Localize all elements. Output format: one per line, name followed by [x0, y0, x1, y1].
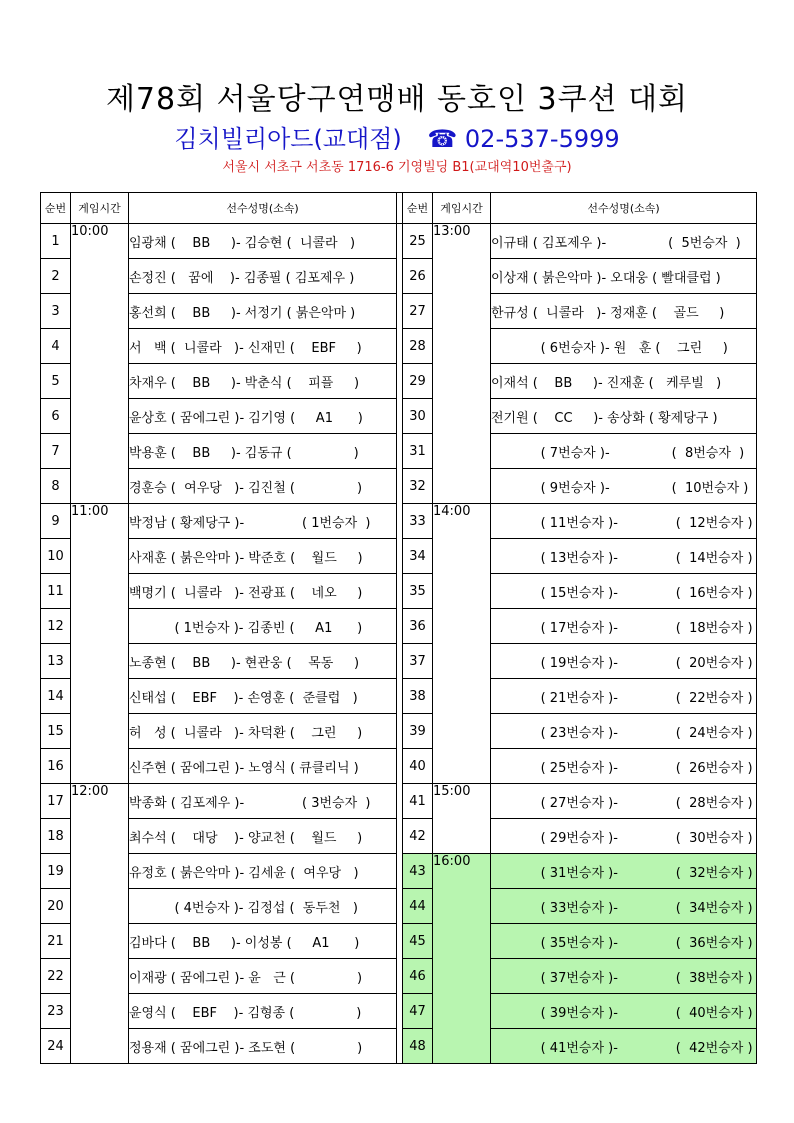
- match-number: 9: [41, 504, 71, 539]
- match-players: 윤영식 ( EBF )- 김형종 ( ): [129, 994, 397, 1029]
- match-players: ( 25번승자 )- ( 26번승자 ): [491, 749, 757, 784]
- match-players: 홍선희 ( BB )- 서정기 ( 붉은악마 ): [129, 294, 397, 329]
- match-number: 48: [403, 1029, 433, 1064]
- match-players: 전기원 ( CC )- 송상화 ( 황제당구 ): [491, 399, 757, 434]
- match-number: 12: [41, 609, 71, 644]
- match-number: 41: [403, 784, 433, 819]
- match-players: ( 9번승자 )- ( 10번승자 ): [491, 469, 757, 504]
- match-number: 44: [403, 889, 433, 924]
- match-players: ( 41번승자 )- ( 42번승자 ): [491, 1029, 757, 1064]
- match-players: 박종화 ( 김포제우 )- ( 3번승자 ): [129, 784, 397, 819]
- match-players: ( 1번승자 )- 김종빈 ( A1 ): [129, 609, 397, 644]
- match-number: 23: [41, 994, 71, 1029]
- venue-line: [0, 119, 794, 154]
- game-time: 12:00: [71, 784, 129, 1064]
- header-num-left: 순번: [41, 193, 71, 224]
- match-number: 6: [41, 399, 71, 434]
- match-players: 허 성 ( 니콜라 )- 차덕환 ( 그린 ): [129, 714, 397, 749]
- match-players: ( 13번승자 )- ( 14번승자 ): [491, 539, 757, 574]
- match-number: 40: [403, 749, 433, 784]
- match-players: ( 21번승자 )- ( 22번승자 ): [491, 679, 757, 714]
- match-players: 한규성 ( 니콜라 )- 정재훈 ( 골드 ): [491, 294, 757, 329]
- match-players: 임광채 ( BB )- 김승현 ( 니콜라 ): [129, 224, 397, 259]
- table-row: [41, 224, 757, 259]
- match-number: 5: [41, 364, 71, 399]
- match-players: 손정진 ( 꿈에 )- 김종필 ( 김포제우 ): [129, 259, 397, 294]
- match-players: ( 29번승자 )- ( 30번승자 ): [491, 819, 757, 854]
- game-time: 15:00: [433, 784, 491, 854]
- match-number: 29: [403, 364, 433, 399]
- match-number: 28: [403, 329, 433, 364]
- match-number: 24: [41, 1029, 71, 1064]
- match-number: 38: [403, 679, 433, 714]
- match-players: 차재우 ( BB )- 박춘식 ( 피플 ): [129, 364, 397, 399]
- match-number: 7: [41, 434, 71, 469]
- match-players: 노종현 ( BB )- 현관웅 ( 목동 ): [129, 644, 397, 679]
- match-players: ( 35번승자 )- ( 36번승자 ): [491, 924, 757, 959]
- match-number: 2: [41, 259, 71, 294]
- match-number: 33: [403, 504, 433, 539]
- header-time-left: 게임시간: [71, 193, 129, 224]
- game-time: 14:00: [433, 504, 491, 784]
- match-number: 19: [41, 854, 71, 889]
- match-players: 이재광 ( 꿈에그린 )- 윤 근 ( ): [129, 959, 397, 994]
- page-title: 제78회 서울당구연맹배 동호인 3쿠션 대회: [105, 82, 689, 117]
- match-number: 42: [403, 819, 433, 854]
- match-players: 이상재 ( 붉은악마 )- 오대웅 ( 빨대클럽 ): [491, 259, 757, 294]
- match-number: 15: [41, 714, 71, 749]
- match-number: 34: [403, 539, 433, 574]
- match-players: ( 7번승자 )- ( 8번승자 ): [491, 434, 757, 469]
- match-players: 윤상호 ( 꿈에그린 )- 김기영 ( A1 ): [129, 399, 397, 434]
- match-number: 22: [41, 959, 71, 994]
- game-time: 11:00: [71, 504, 129, 784]
- match-number: 27: [403, 294, 433, 329]
- match-number: 10: [41, 539, 71, 574]
- match-number: 26: [403, 259, 433, 294]
- header-num-right: 순번: [403, 193, 433, 224]
- header-time-right: 게임시간: [433, 193, 491, 224]
- match-number: 32: [403, 469, 433, 504]
- venue-name: 김치빌리아드(교대점): [174, 125, 402, 153]
- match-number: 39: [403, 714, 433, 749]
- game-time: 10:00: [71, 224, 129, 504]
- match-players: 박정남 ( 황제당구 )- ( 1번승자 ): [129, 504, 397, 539]
- match-players: 경훈승 ( 여우당 )- 김진철 ( ): [129, 469, 397, 504]
- match-players: ( 4번승자 )- 김정섭 ( 동두천 ): [129, 889, 397, 924]
- match-players: ( 23번승자 )- ( 24번승자 ): [491, 714, 757, 749]
- match-number: 18: [41, 819, 71, 854]
- game-time: 16:00: [433, 854, 491, 1064]
- match-number: 13: [41, 644, 71, 679]
- match-players: 이재석 ( BB )- 진재훈 ( 케루빌 ): [491, 364, 757, 399]
- match-number: 4: [41, 329, 71, 364]
- match-players: ( 6번승자 )- 원 훈 ( 그린 ): [491, 329, 757, 364]
- match-players: ( 15번승자 )- ( 16번승자 ): [491, 574, 757, 609]
- header-players-right: 선수성명(소속): [491, 193, 757, 224]
- match-players: ( 19번승자 )- ( 20번승자 ): [491, 644, 757, 679]
- match-players: 신주현 ( 꿈에그린 )- 노영식 ( 큐클리닉 ): [129, 749, 397, 784]
- match-number: 8: [41, 469, 71, 504]
- match-number: 25: [403, 224, 433, 259]
- match-number: 1: [41, 224, 71, 259]
- match-players: ( 11번승자 )- ( 12번승자 ): [491, 504, 757, 539]
- match-players: 사재훈 ( 붉은악마 )- 박준호 ( 월드 ): [129, 539, 397, 574]
- match-players: ( 37번승자 )- ( 38번승자 ): [491, 959, 757, 994]
- match-number: 14: [41, 679, 71, 714]
- match-players: 유정호 ( 붉은악마 )- 김세윤 ( 여우당 ): [129, 854, 397, 889]
- match-number: 47: [403, 994, 433, 1029]
- match-number: 37: [403, 644, 433, 679]
- match-number: 43: [403, 854, 433, 889]
- match-players: ( 27번승자 )- ( 28번승자 ): [491, 784, 757, 819]
- schedule-table: [40, 192, 757, 1064]
- match-number: 46: [403, 959, 433, 994]
- match-number: 45: [403, 924, 433, 959]
- match-players: ( 39번승자 )- ( 40번승자 ): [491, 994, 757, 1029]
- match-players: ( 17번승자 )- ( 18번승자 ): [491, 609, 757, 644]
- match-players: 최수석 ( 대당 )- 양교천 ( 월드 ): [129, 819, 397, 854]
- match-players: 서 백 ( 니콜라 )- 신재민 ( EBF ): [129, 329, 397, 364]
- match-players: 박용훈 ( BB )- 김동규 ( ): [129, 434, 397, 469]
- match-number: 30: [403, 399, 433, 434]
- match-number: 31: [403, 434, 433, 469]
- venue-address: 서울시 서초구 서초동 1716-6 기영빌딩 B1(교대역10번출구): [222, 160, 572, 175]
- match-players: ( 33번승자 )- ( 34번승자 ): [491, 889, 757, 924]
- match-number: 36: [403, 609, 433, 644]
- table-header: [41, 193, 757, 224]
- header-players-left: 선수성명(소속): [129, 193, 397, 224]
- match-players: 백명기 ( 니콜라 )- 전광표 ( 네오 ): [129, 574, 397, 609]
- phone-number: ☎ 02-537-5999: [427, 125, 620, 153]
- match-number: 16: [41, 749, 71, 784]
- match-number: 35: [403, 574, 433, 609]
- match-number: 17: [41, 784, 71, 819]
- match-number: 11: [41, 574, 71, 609]
- match-number: 20: [41, 889, 71, 924]
- match-players: 정용재 ( 꿈에그린 )- 조도현 ( ): [129, 1029, 397, 1064]
- match-players: 신태섭 ( EBF )- 손영훈 ( 준클럽 ): [129, 679, 397, 714]
- match-number: 21: [41, 924, 71, 959]
- match-number: 3: [41, 294, 71, 329]
- match-players: ( 31번승자 )- ( 32번승자 ): [491, 854, 757, 889]
- game-time: 13:00: [433, 224, 491, 504]
- match-players: 이규태 ( 김포제우 )- ( 5번승자 ): [491, 224, 757, 259]
- match-players: 김바다 ( BB )- 이성봉 ( A1 ): [129, 924, 397, 959]
